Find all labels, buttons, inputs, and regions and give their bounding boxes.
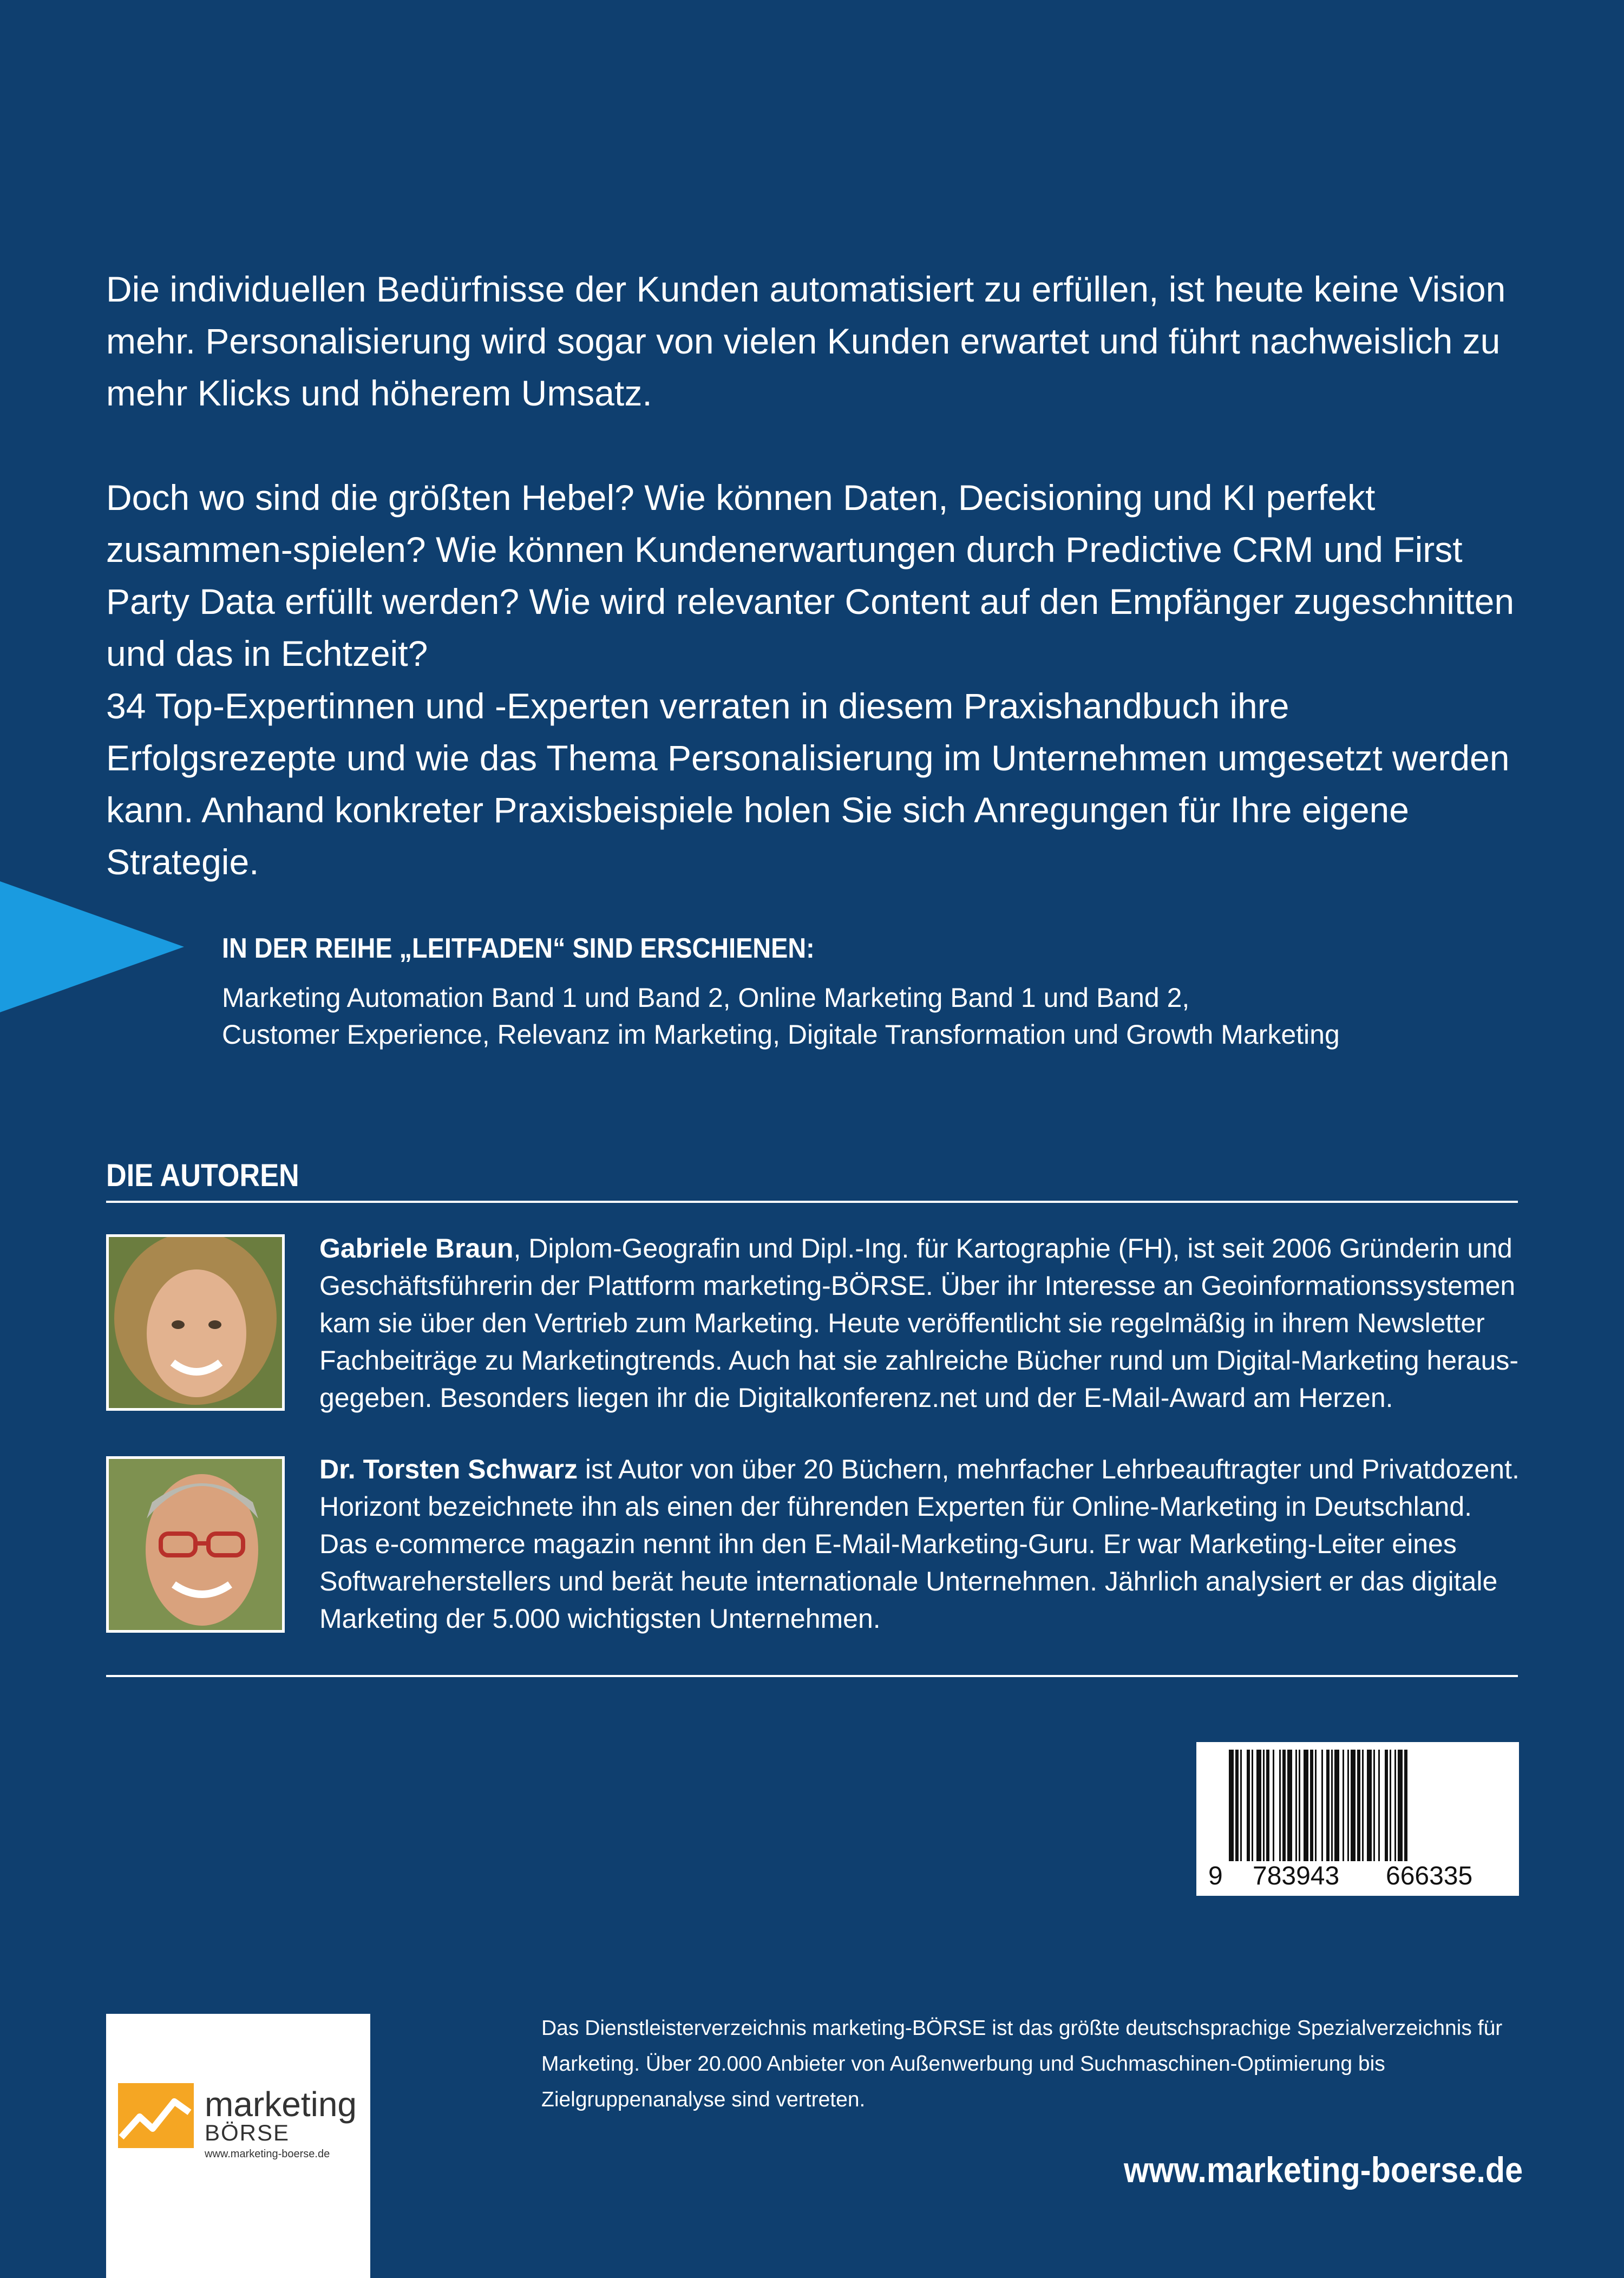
author-bio-1 [319, 1230, 1527, 1417]
barcode-bar [1282, 1750, 1286, 1861]
chart-arrow-logo-icon [118, 2083, 194, 2148]
author-photo-torsten-schwarz [106, 1456, 285, 1633]
barcode-bar [1310, 1750, 1313, 1861]
barcode-bar [1390, 1750, 1391, 1861]
barcode-bar [1256, 1750, 1261, 1861]
divider-bottom [106, 1675, 1518, 1677]
barcode-bar [1362, 1750, 1364, 1861]
arrow-triangle-icon [0, 881, 184, 1012]
barcode-bar [1299, 1750, 1300, 1861]
barcode-bar [1367, 1750, 1372, 1861]
barcode-bar [1252, 1750, 1253, 1861]
marketing-boerse-logo [106, 2014, 370, 2278]
barcode-bar [1398, 1750, 1403, 1861]
footer-website-link[interactable]: www.marketing-boerse.de [1124, 2150, 1523, 2190]
barcode-bar [1266, 1750, 1269, 1861]
barcode-bar [1404, 1750, 1407, 1861]
barcode-bar [1326, 1750, 1330, 1861]
barcode-bar [1321, 1750, 1323, 1861]
barcode-bar [1315, 1750, 1317, 1861]
author-bio-2 [319, 1451, 1527, 1638]
series-list-line-2: Customer Experience, Relevanz im Marketing, Digitale Transformation und Growth Marketing [222, 1019, 1340, 1050]
barcode-bar [1263, 1750, 1265, 1861]
series-heading: IN DER REIHE „LEITFADEN“ SIND ERSCHIENEN: [222, 933, 815, 964]
barcode-bar [1385, 1750, 1388, 1861]
barcode-digits-group-2: 666335 [1386, 1862, 1473, 1890]
isbn-barcode [1196, 1742, 1519, 1896]
barcode-bar [1378, 1750, 1380, 1861]
barcode-bar [1343, 1750, 1344, 1861]
barcode-bar [1373, 1750, 1375, 1861]
divider-top [106, 1201, 1518, 1203]
logo-word-marketing: marketing [205, 2085, 357, 2124]
logo-word-boerse: BÖRSE [205, 2120, 290, 2145]
barcode-bar [1240, 1750, 1242, 1861]
author-name-1: Gabriele Braun [319, 1233, 514, 1264]
authors-heading: DIE AUTOREN [106, 1158, 299, 1193]
barcode-bar [1351, 1750, 1355, 1861]
barcode-digit-prefix: 9 [1208, 1862, 1223, 1890]
series-list-line-1: Marketing Automation Band 1 und Band 2, Online Marketing Band 1 und Band 2, [222, 983, 1190, 1013]
author-bio-text-2: ist Autor von über 20 Büchern, mehrfacher Lehrbeauftragter und Privatdozent. Horizont bezeichnete ihn als einen der führenden Experten für Online-Marketing in Deutschland. Das e-commerce magazin nennt ihn den E-Mail-Marketing-Guru. Er war Marketing-Leiter eines Softwareherstellers und berät heute internationale Unternehmen. Jährlich analysiert er das digitale Marketing der 5.000 wichtigsten Unternehmen. [319, 1454, 1520, 1634]
barcode-bar [1347, 1750, 1349, 1861]
logo-url: www.marketing-boerse.de [205, 2148, 330, 2160]
intro-paragraph-1: Die individuellen Bedürfnisse der Kunden automatisiert zu erfüllen, ist heute keine Vision mehr. Personalisierung wird sogar von vielen Kunden erwartet und führt nachweislich zu mehr Klicks und höherem Umsatz. [106, 269, 1506, 413]
barcode-bar [1295, 1750, 1297, 1861]
barcode-digits-group-1: 783943 [1253, 1862, 1340, 1890]
barcode-bar [1304, 1750, 1308, 1861]
barcode-bar [1287, 1750, 1292, 1861]
barcode-bar [1247, 1750, 1250, 1861]
intro-paragraph-2: Doch wo sind die größten Hebel? Wie können Daten, Decisioning und KI perfekt zusammen-spielen? Wie können Kundenerwartungen durch Predictive CRM und First Party Data erfüllt werden? Wie wird relevanter Content auf den Empfänger zugeschnitten und das in Echtzeit? [106, 477, 1515, 673]
author-name-2: Dr. Torsten Schwarz [319, 1454, 578, 1484]
barcode-bar [1331, 1750, 1333, 1861]
author-photo-gabriele-braun [106, 1234, 285, 1411]
barcode-bar [1357, 1750, 1360, 1861]
intro-paragraph-3: 34 Top-Expertinnen und -Experten verraten in diesem Praxishandbuch ihre Erfolgsrezepte und wie das Thema Personalisierung im Unternehmen umgesetzt werden kann. Anhand konkreter Praxisbeispiele holen Sie sich Anregungen für Ihre eigene Strategie. [106, 686, 1510, 882]
barcode-bar [1229, 1750, 1234, 1861]
barcode-bar [1334, 1750, 1339, 1861]
barcode-bars [1229, 1750, 1505, 1861]
author-bio-text-1: , Diplom-Geografin und Dipl.-Ing. für Kartographie (FH), ist seit 2006 Gründerin und Geschäftsführerin der Plattform marketing-BÖRSE. Über ihr Interesse an Geoinformationssystemen kam sie über den Vertrieb zum Marketing. Heute veröffentlicht sie regelmäßig in ihrem Newsletter Fachbeiträge zu Marketingtrends. Auch hat sie zahlreiche Bücher rund um Digital-Marketing heraus-gegeben. Besonders liegen ihr die Digitalkonferenz.net und der E-Mail-Award am Herzen. [319, 1233, 1518, 1413]
barcode-bar [1279, 1750, 1281, 1861]
footer-description: Das Dienstleisterverzeichnis marketing-BÖRSE ist das größte deutschsprachige Spezialverzeichnis für Marketing. Über 20.000 Anbieter von Außenwerbung und Suchmaschinen-Optimierung bis Zielgruppenanalyse sind vertreten. [541, 2017, 1503, 2111]
barcode-bar [1394, 1750, 1396, 1861]
barcode-bar [1273, 1750, 1274, 1861]
barcode-bar [1235, 1750, 1239, 1861]
